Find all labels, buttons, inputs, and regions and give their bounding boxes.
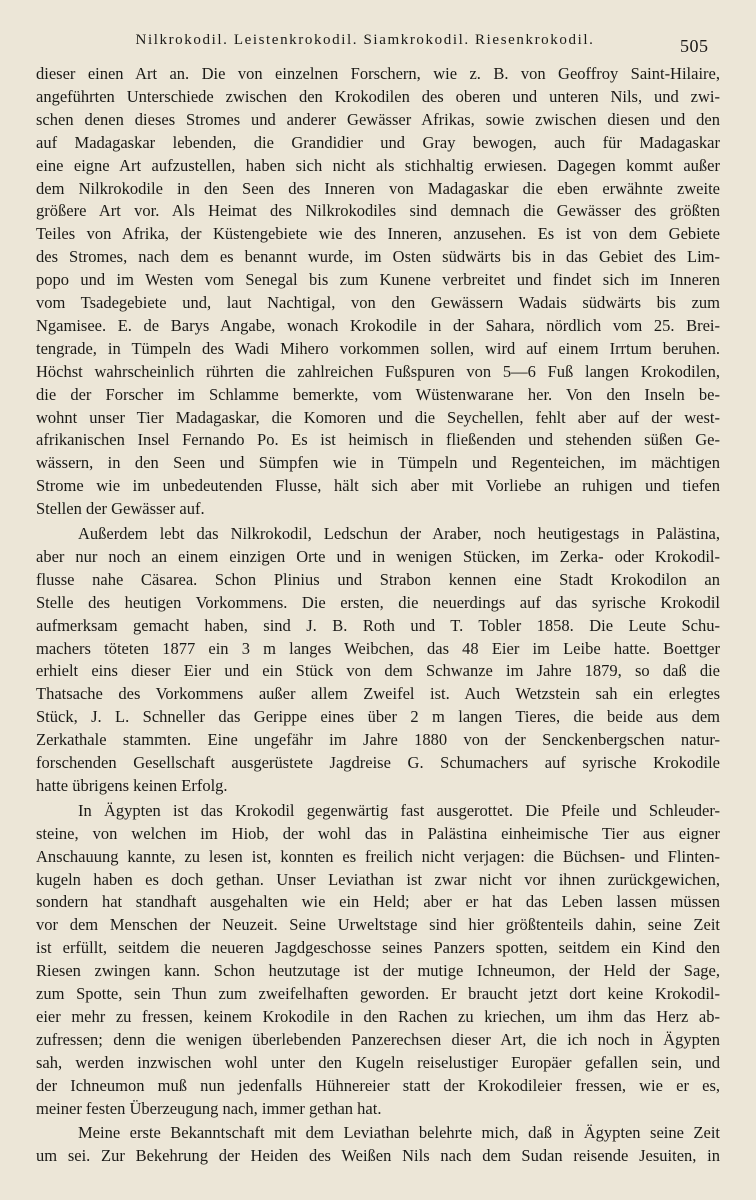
- text-line: wohnt unser Tier Madagaskar, die Komoren und die Seychellen, fehlt aber auf der west-: [36, 407, 720, 427]
- text-line: schen denen dieses Stromes und anderer Gewässer Afrikas, sowie zwischen diesen und den: [36, 109, 720, 129]
- text-line: meiner festen Überzeugung nach, immer gethan hat.: [36, 1098, 382, 1118]
- text-line: um sei. Zur Bekehrung der Heiden des Weißen Nils nach dem Sudan reisende Jesuiten, in: [36, 1146, 720, 1166]
- text-line: Zerkathale stammten. Eine ungefähr im Jahre 1880 von der Senckenbergschen natur-: [36, 730, 720, 750]
- text-line: steine, von welchen im Hiob, der wohl das in Palästina einheimische Tier aus eigner: [36, 823, 720, 843]
- text-line: Thatsache des Vorkommens außer allem Zweifel ist. Auch Wetzstein sah ein erlegtes: [36, 684, 720, 704]
- text-line: afrikanischen Insel Fernando Po. Es ist heimisch in fließenden und stehenden süßen Ge-: [36, 430, 720, 450]
- text-line: machers töteten 1877 ein 3 m langes Weibchen, das 48 Eier im Leibe hatte. Boettger: [36, 638, 720, 658]
- text-line: Strome wie im unbedeutenden Flusse, hält sich aber mit Vorliebe an ruhigen und tiefen: [36, 476, 720, 496]
- text-line: vor dem Menschen der Neuzeit. Seine Urweltstage sind hier größtenteils dahin, seine Zeit: [36, 915, 720, 935]
- text-line: sondern hat standhaft ausgehalten wie ein Held; aber er hat das Leben lassen müssen: [36, 892, 720, 912]
- text-line: sah, werden inzwischen wohl unter den Kugeln reiselustiger Europäer gefallen sein, und: [36, 1052, 720, 1072]
- text-line: Stellen der Gewässer auf.: [36, 499, 205, 519]
- text-line: Stelle des heutigen Vorkommens. Die ersten, die neuerdings auf das syrische Krokodil: [36, 592, 720, 612]
- text-line: erhielt eins dieser Eier und ein Stück von dem Schwanze im Jahre 1879, so daß die: [36, 661, 720, 681]
- text-line: eier mehr zu fressen, keinem Krokodile in den Rachen zu kriechen, um ihm das Herz ab-: [36, 1006, 720, 1026]
- text-line: dem Nilkrokodile in den Seen des Inneren von Madagaskar die eben erwähnte zweite: [36, 178, 720, 198]
- text-line: popo und im Westen vom Senegal bis zum Kunene verbreitet und findet sich im Inneren: [36, 270, 720, 290]
- text-line: aber nur noch an einem einzigen Orte und in wenigen Stücken, im Zerka- oder Krokodil-: [36, 546, 720, 566]
- page-number: 505: [680, 36, 709, 56]
- text-line: Teiles von Afrika, der Küstengebiete wie des Inneren, anzusehen. Es ist von dem Gebiete: [36, 224, 720, 244]
- text-line: Stück, J. L. Schneller das Gerippe eines über 2 m langen Tieres, die beide aus dem: [36, 707, 720, 727]
- text-line: zum Spotte, sein Thun zum zweifelhaften geworden. Er braucht jetzt dort keine Krokodil-: [36, 984, 720, 1003]
- text-line: tengrade, in Tümpeln des Wadi Mihero vorkommen sollen, wird auf einem Irrtum beruhen.: [36, 338, 720, 358]
- text-line: angeführten Unterschiede zwischen den Krokodilen des oberen und unteren Nils, und zwi-: [36, 86, 720, 106]
- text-line: eine eigne Art aufzustellen, haben sich nicht als stichhaltig erwiesen. Dagegen kommt außer: [36, 155, 720, 175]
- text-line: flusse nahe Cäsarea. Schon Plinius und Strabon kennen eine Stadt Krokodilon an: [36, 569, 720, 589]
- text-line: wässern, in den Seen und Sümpfen wie in Tümpeln und Regenteichen, im mächtigen: [36, 453, 720, 473]
- text-line: der Ichneumon muß nun jedenfalls Hühnereier statt der Krokodileier fressen, wie er es,: [36, 1075, 720, 1095]
- text-line: Anschauung kannte, zu lesen ist, konnten es freilich nicht verjagen: die Büchsen- und Flinten-: [36, 846, 720, 866]
- text-line: Meine erste Bekanntschaft mit dem Leviathan belehrte mich, daß in Ägypten seine Zeit: [78, 1123, 720, 1143]
- text-line: ist erfüllt, seitdem die neueren Jagdgeschosse seines Panzers spotten, seitdem ein Kind den: [36, 938, 720, 958]
- text-line: zufressen; denn die wenigen überlebenden Panzerechsen dieser Art, die ich noch in Ägypten: [36, 1029, 720, 1049]
- text-line: aufmerksam gemacht haben, sind J. B. Roth und T. Tobler 1858. Die Leute Schu-: [36, 615, 720, 635]
- text-line: In Ägypten ist das Krokodil gegenwärtig fast ausgerottet. Die Pfeile und Schleuder-: [78, 800, 720, 820]
- text-line: vom Tsadegebiete und, laut Nachtigal, von den Gewässern Wadais südwärts bis zum: [36, 293, 720, 312]
- text-line: größere Art vor. Als Heimat des Nilkrokodiles sind demnach die Gewässer des größten: [36, 201, 720, 221]
- text-line: dieser einen Art an. Die von einzelnen Forschern, wie z. B. von Geoffroy Saint-Hilaire,: [36, 64, 720, 83]
- text-line: Ngamisee. E. de Barys Angabe, wonach Krokodile in der Sahara, nördlich vom 25. Brei-: [36, 315, 720, 335]
- text-line: Außerdem lebt das Nilkrokodil, Ledschun der Araber, noch heutigestags in Palästina,: [78, 524, 720, 543]
- running-head: Nilkrokodil. Leistenkrokodil. Siamkrokodil. Riesenkrokodil.: [135, 32, 595, 48]
- text-line: Höchst wahrscheinlich rührten die zahlreichen Fußspuren von 5—6 Fuß langen Krokodilen,: [36, 361, 720, 381]
- text-line: hatte übrigens keinen Erfolg.: [36, 775, 228, 795]
- text-line: des Stromes, nach dem es benannt wurde, im Osten südwärts bis in das Gebiet des Lim-: [36, 247, 720, 267]
- text-line: kugeln haben es doch gethan. Unser Leviathan ist zwar nicht vor ihnen zurückgewichen,: [36, 869, 720, 889]
- text-line: Riesen zwingen kann. Schon heutzutage ist der mutige Ichneumon, der Held der Sage,: [36, 961, 720, 981]
- text-line: die der Forscher im Schlamme bemerkte, vom Wüstenwarane her. Von den Inseln be-: [36, 384, 720, 404]
- text-line: forschenden Gesellschaft ausgerüstete Jagdreise G. Schumachers auf syrische Krokodile: [36, 753, 720, 772]
- text-line: auf Madagaskar lebenden, die Grandidier und Gray bewogen, auch für Madagaskar: [36, 132, 720, 152]
